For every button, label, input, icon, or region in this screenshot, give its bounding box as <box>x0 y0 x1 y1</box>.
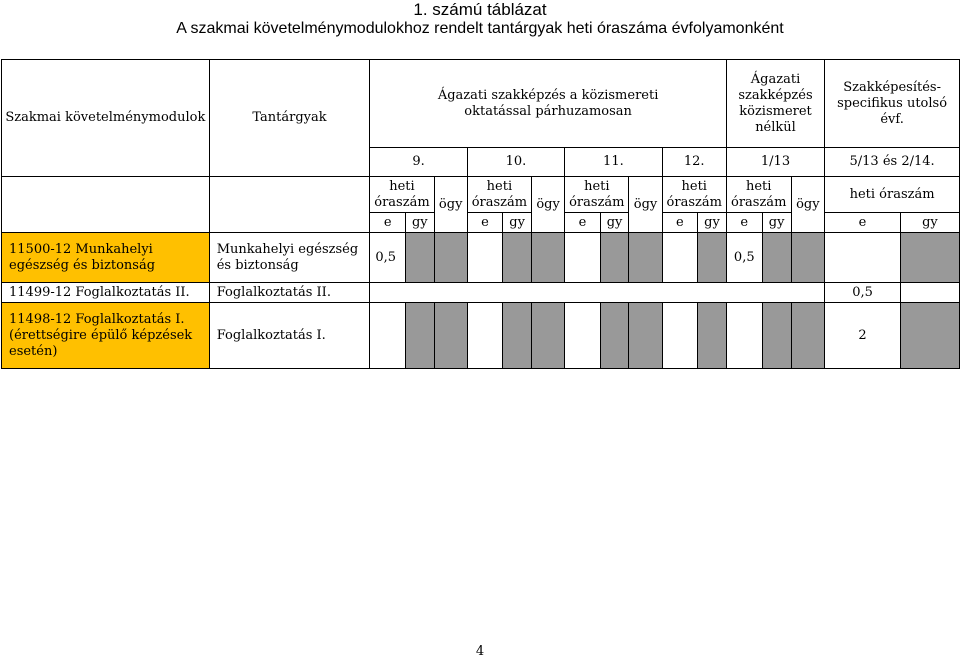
table-row <box>2 283 960 303</box>
gray-cell <box>791 303 825 369</box>
empty-cell <box>370 283 825 303</box>
module-header-blank <box>2 177 210 233</box>
gray-cell <box>629 233 662 283</box>
gy-last: gy <box>900 213 959 233</box>
gray-cell <box>434 303 467 369</box>
group-parallel-header: Ágazati szakképzés a közismereti oktatással párhuzamosan <box>370 60 727 148</box>
value-9-e: 0,5 <box>370 233 406 283</box>
gray-cell <box>900 233 959 283</box>
gray-cell <box>698 233 727 283</box>
table-caption: 1. számú táblázat <box>413 0 547 19</box>
gray-cell <box>406 303 435 369</box>
value-1-13-e: 0,5 <box>726 233 762 283</box>
hours-table <box>1 59 960 369</box>
subject-header: Tantárgyak <box>209 60 370 177</box>
ogy-11: ögy <box>629 177 662 233</box>
e-10: e <box>467 213 502 233</box>
table-row <box>2 233 960 283</box>
gray-cell <box>900 303 959 369</box>
heti-oraszam-12: heti óraszám <box>662 177 726 213</box>
gy-11: gy <box>600 213 629 233</box>
gray-cell <box>762 303 791 369</box>
gray-cell <box>698 303 727 369</box>
e-9: e <box>370 213 406 233</box>
gray-cell <box>503 233 532 283</box>
empty-cell <box>900 283 959 303</box>
subject-cell: Foglalkoztatás II. <box>209 283 370 303</box>
value-last-e: 0,5 <box>825 283 901 303</box>
e-11: e <box>565 213 600 233</box>
module-cell: 11500-12 Munkahelyi egészség és biztonság <box>2 233 210 283</box>
value-last-e: 2 <box>825 303 901 369</box>
gray-cell <box>629 303 662 369</box>
empty-cell <box>370 303 406 369</box>
gray-cell <box>791 233 825 283</box>
heti-oraszam-1-13: heti óraszám <box>726 177 791 213</box>
subject-cell: Munkahelyi egészség és biztonság <box>209 233 370 283</box>
gray-cell <box>503 303 532 369</box>
gy-12: gy <box>698 213 727 233</box>
gray-cell <box>532 233 565 283</box>
empty-cell <box>662 303 697 369</box>
module-cell: 11499-12 Foglalkoztatás II. <box>2 283 210 303</box>
e-1-13: e <box>726 213 762 233</box>
heti-oraszam-last: heti óraszám <box>825 177 960 213</box>
subject-cell: Foglalkoztatás I. <box>209 303 370 369</box>
year-5-13-2-14: 5/13 és 2/14. <box>825 148 960 177</box>
gray-cell <box>600 233 629 283</box>
gray-cell <box>762 233 791 283</box>
year-1-13: 1/13 <box>726 148 824 177</box>
heti-oraszam-9: heti óraszám <box>370 177 434 213</box>
heti-oraszam-10: heti óraszám <box>467 177 531 213</box>
gy-10: gy <box>503 213 532 233</box>
page-number: 4 <box>475 644 485 659</box>
empty-cell <box>726 303 762 369</box>
e-last: e <box>825 213 901 233</box>
gy-9: gy <box>406 213 435 233</box>
gray-cell <box>532 303 565 369</box>
ogy-10: ögy <box>532 177 565 233</box>
gray-cell <box>406 233 435 283</box>
year-10: 10. <box>467 148 564 177</box>
table-row <box>2 303 960 369</box>
empty-cell <box>467 233 502 283</box>
e-12: e <box>662 213 697 233</box>
empty-cell <box>467 303 502 369</box>
gray-cell <box>434 233 467 283</box>
empty-cell <box>825 233 901 283</box>
heti-oraszam-11: heti óraszám <box>565 177 629 213</box>
year-12: 12. <box>662 148 726 177</box>
year-11: 11. <box>565 148 662 177</box>
empty-cell <box>662 233 697 283</box>
table-title: A szakmai követelménymodulokhoz rendelt tantárgyak heti óraszáma évfolyamonként <box>176 20 784 37</box>
group-final-year-header: Szakképesítés-specifikus utolsó évf. <box>825 60 960 148</box>
module-cell: 11498-12 Foglalkoztatás I. (érettségire épülő képzések esetén) <box>2 303 210 369</box>
gy-1-13: gy <box>762 213 791 233</box>
ogy-9: ögy <box>434 177 467 233</box>
ogy-1-13: ögy <box>791 177 825 233</box>
module-header: Szakmai követelménymodulok <box>2 60 210 177</box>
subject-header-blank <box>209 177 370 233</box>
year-9: 9. <box>370 148 467 177</box>
gray-cell <box>600 303 629 369</box>
group-no-general-header: Ágazati szakképzés közismeret nélkül <box>726 60 824 148</box>
empty-cell <box>565 303 600 369</box>
empty-cell <box>565 233 600 283</box>
